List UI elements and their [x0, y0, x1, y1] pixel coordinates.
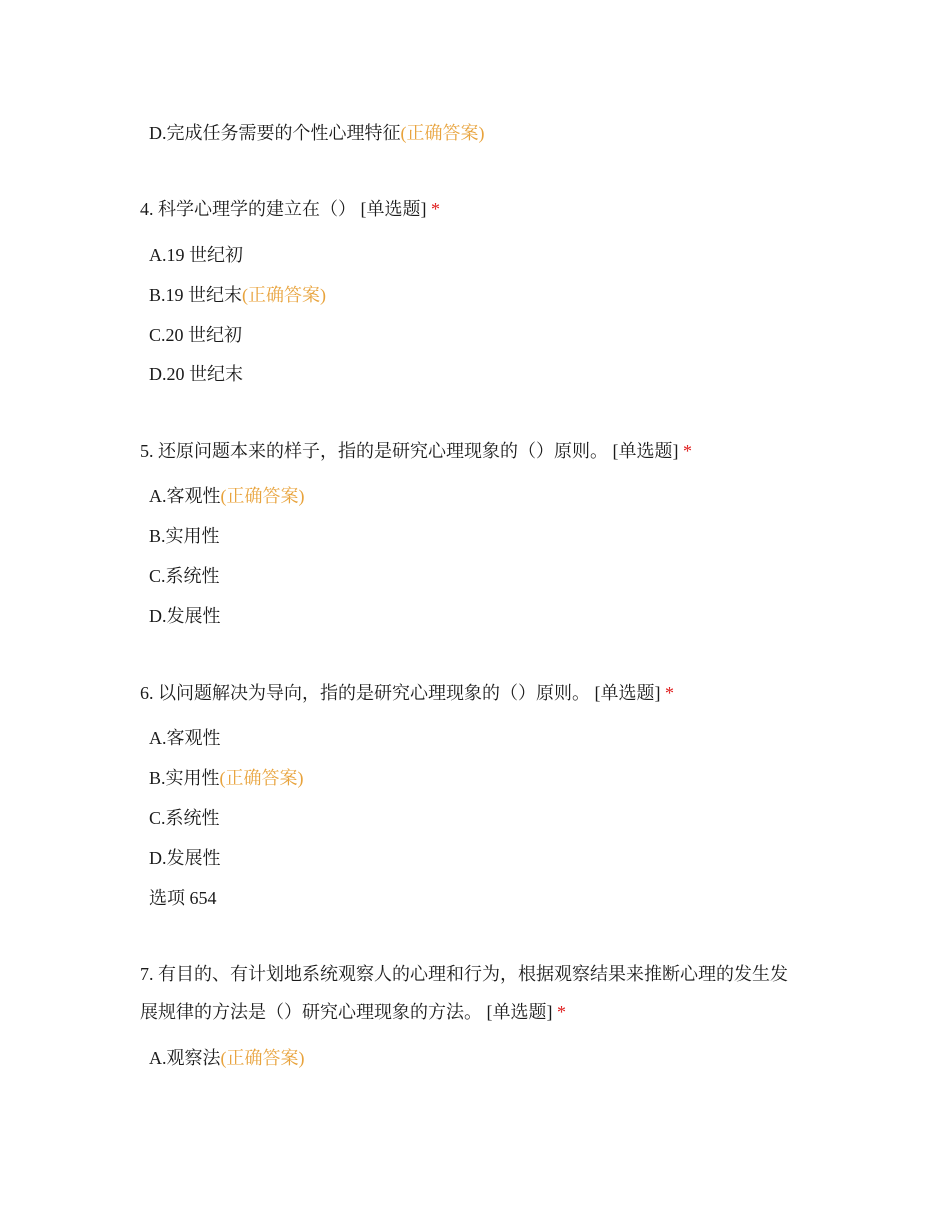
q6-option-c [149, 798, 220, 838]
q4-option-c [149, 315, 242, 355]
correct-answer-tag: (正确答案) [400, 123, 485, 143]
correct-answer-tag: (正确答案) [220, 486, 305, 506]
option-text: D.20 世纪末 [149, 364, 243, 384]
option-text: 选项 654 [149, 888, 217, 908]
required-star: * [431, 199, 440, 219]
q7-stem-line1 [140, 954, 788, 994]
q4-stem [140, 189, 440, 229]
question-text: 5. 还原问题本来的样子，指的是研究心理现象的（）原则。 [单选题] [140, 441, 679, 461]
question-text: 4. 科学心理学的建立在（） [单选题] [140, 199, 427, 219]
option-text: A.观察法 [149, 1048, 221, 1068]
q6-option-a [149, 718, 221, 758]
option-text: C.20 世纪初 [149, 325, 243, 345]
correct-answer-tag: (正确答案) [219, 768, 304, 788]
q5-option-b [149, 516, 220, 556]
question-text: 6. 以问题解决为导向，指的是研究心理现象的（）原则。 [单选题] [140, 683, 661, 703]
option-text: A.客观性 [149, 486, 221, 506]
option-text: A.19 世纪初 [149, 245, 243, 265]
q5-stem [140, 431, 692, 471]
option-text: A.客观性 [149, 728, 221, 748]
q5-option-a [149, 476, 305, 516]
option-text: D.完成任务需要的个性心理特征 [149, 123, 401, 143]
question-text: 展规律的方法是（）研究心理现象的方法。 [单选题] [140, 1002, 553, 1022]
q3-option-d [149, 113, 485, 153]
correct-answer-tag: (正确答案) [242, 285, 327, 305]
correct-answer-tag: (正确答案) [220, 1048, 305, 1068]
q4-option-b [149, 275, 326, 315]
required-star: * [665, 683, 674, 703]
q6-option-extra [149, 878, 217, 918]
q6-option-b [149, 758, 304, 798]
option-text: C.系统性 [149, 808, 220, 828]
option-text: D.发展性 [149, 848, 221, 868]
q5-option-d [149, 596, 221, 636]
required-star: * [683, 441, 692, 461]
question-text: 7. 有目的、有计划地系统观察人的心理和行为，根据观察结果来推断心理的发生发 [140, 964, 788, 984]
option-text: C.系统性 [149, 566, 220, 586]
q7-option-a [149, 1038, 305, 1078]
option-text: B.实用性 [149, 526, 220, 546]
option-text: B.19 世纪末 [149, 285, 243, 305]
option-text: D.发展性 [149, 606, 221, 626]
q5-option-c [149, 556, 220, 596]
option-text: B.实用性 [149, 768, 220, 788]
required-star: * [557, 1002, 566, 1022]
q6-option-d [149, 838, 221, 878]
q6-stem [140, 673, 674, 713]
q4-option-a [149, 235, 243, 275]
q7-stem-line2 [140, 992, 566, 1032]
q4-option-d [149, 354, 243, 394]
